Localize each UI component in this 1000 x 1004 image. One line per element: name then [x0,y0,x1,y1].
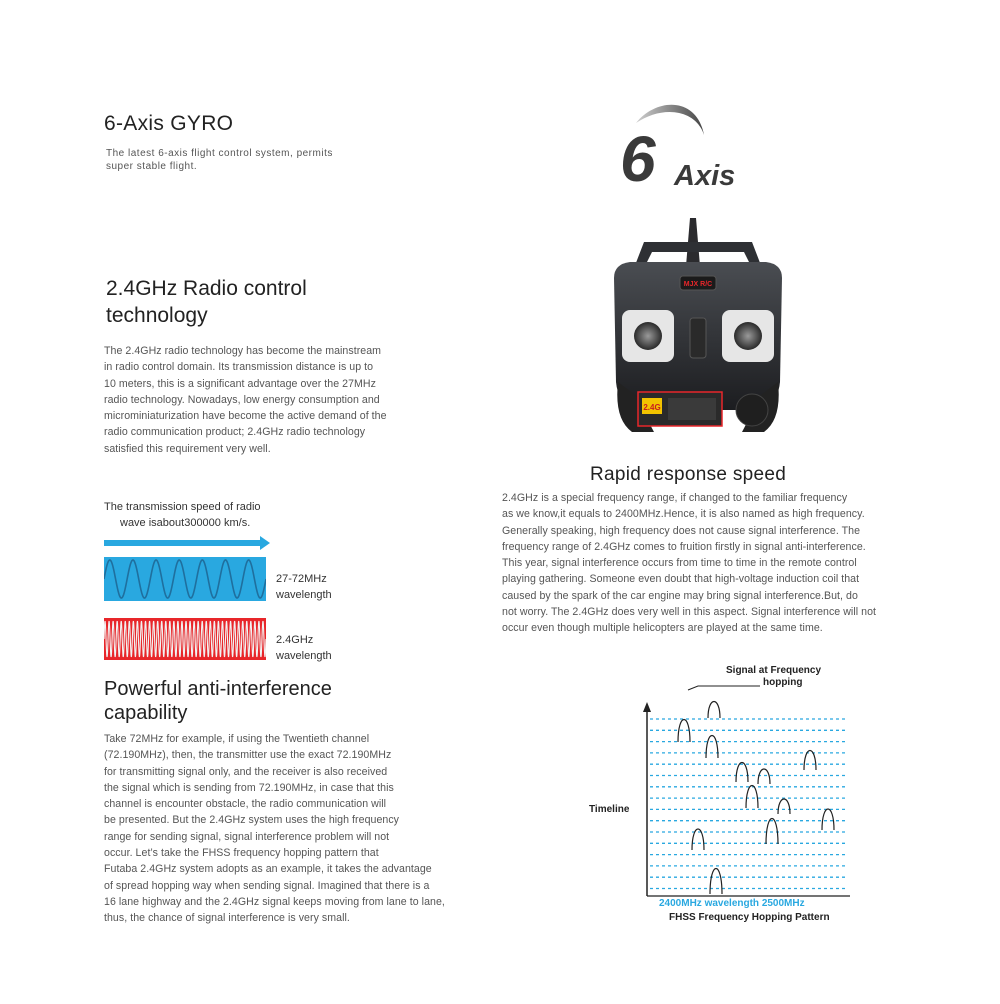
fhss-caption: FHSS Frequency Hopping Pattern [669,912,830,923]
rapid-body-line: 2.4GHz is a special frequency range, if changed to the familiar frequency [502,492,848,504]
transmitter-image [604,214,792,444]
hop-pulse [822,809,834,830]
hop-pulse [710,869,722,895]
radio-body-line: microminiaturization have become the active demand of the [104,410,387,423]
red-wave-box [104,618,266,660]
rapid-body-line: occur even though multiple helicopters are played at the same time. [502,622,823,635]
radio-title-line: technology [106,304,208,327]
red-wave-label [276,632,332,664]
rapid-body-line: caused by the spark of the car engine may bring signal interference.But, do [502,589,858,602]
rapid-body [502,490,932,637]
anti-body-line: the signal which is sending from 72.190MHz, in case that this [104,781,394,794]
radio-title [106,275,307,329]
radio-body-line: 10 meters, this is a significant advantage over the 27MHz [104,377,376,390]
anti-body-line: thus, the chance of signal interference is very small. [104,912,350,925]
band-text: 2.4G [643,403,661,412]
rapid-title: Rapid response speed [590,464,787,485]
blue-wave-label-line: 27-72MHz [276,573,327,585]
anti-body-line: range for sending signal, signal interference problem will not [104,830,390,843]
direction-arrow [104,536,270,550]
hop-pulse [736,763,748,783]
red-wave-graphic [104,618,266,660]
rapid-body-line: frequency range of 2.4GHz comes to fruition firstly in signal anti-interference. [502,540,866,553]
radio-body [104,343,464,457]
anti-body-line: for transmitting signal only, and the receiver is also received [104,765,388,778]
blue-wave-graphic [104,557,266,601]
frequency-axis-label: 2400MHz wavelength 2500MHz [659,898,805,909]
rapid-body-line: as we know,it equals to 2400MHz.Hence, it is also named as high frequency. [502,508,865,521]
anti-title [104,677,332,725]
anti-body-line: be presented. But the 2.4GHz system uses the high frequency [104,814,400,827]
fhss-diagram [580,658,880,928]
hop-pulse [708,702,720,719]
brand-text: MJX R/C [683,281,713,288]
six-axis-logo [612,95,762,195]
anti-title-line: Powerful anti-interference [104,678,332,700]
left-stick [634,322,662,350]
red-wave-label-line: 2.4GHz [276,634,314,646]
six-axis-logo-graphic [612,95,762,195]
wave-caption [104,499,261,531]
signal-label: hopping [763,677,803,688]
logo-word: Axis [674,160,736,192]
rapid-body-line: not worry. The 2.4GHz does very well in this aspect. Signal interference will not [502,606,877,619]
hop-pulses [678,702,834,895]
radio-body-line: radio technology. Nowadays, low energy consumption and [104,393,380,406]
fhss-diagram-graphic [580,658,880,928]
anti-title-line: capability [104,702,188,724]
gyro-subtitle-line: The latest 6-axis flight control system, permits [106,148,333,159]
power-knob [736,394,768,426]
signal-pointer [688,686,760,690]
red-wave-line [104,621,266,657]
signal-label: Signal at Frequency [726,665,822,676]
transmitter-graphic [604,214,792,444]
wave-caption-line: The transmission speed of radio [104,501,261,513]
arrow-shaft [104,540,260,546]
radio-body-line: satisfied this requirement very well. [104,442,271,455]
rapid-body-line: This year, signal interference occurs from time to time in the remote control [502,557,857,570]
hop-pulse [778,799,790,814]
gyro-title: 6-Axis GYRO [104,112,234,135]
gyro-subtitle [106,147,333,173]
red-wave-label-line: wavelength [276,650,332,662]
anti-body-line: Futaba 2.4GHz system adopts as an example, it takes the advantage [104,863,432,876]
lane-grid [650,719,848,889]
time-axis-arrowhead [643,702,651,712]
trim-panel [668,398,716,420]
hop-pulse [766,819,778,845]
radio-body-line: in radio control domain. Its transmission distance is up to [104,361,374,374]
logo-digit: 6 [620,123,656,195]
anti-body-line: channel is encounter obstacle, the radio communication will [104,798,387,811]
blue-wave-label-line: wavelength [276,589,332,601]
rapid-body-line: Generally speaking, high frequency does not cause signal interference. The [502,524,861,537]
direction-arrow-graphic [104,536,270,550]
radio-title-line: 2.4GHz Radio control [106,277,307,300]
timeline-label: Timeline [589,804,630,815]
anti-body-line: 16 lane highway and the 2.4GHz signal keeps moving from lane to lane, [104,895,445,908]
anti-body-line: Take 72MHz for example, if using the Twentieth channel [104,733,370,745]
arrow-head [260,536,270,550]
radio-body-line: radio communication product; 2.4GHz radio technology [104,426,366,439]
gyro-subtitle-line: super stable flight. [106,161,198,172]
anti-body-line: occur. Let’s take the FHSS frequency hopping pattern that [104,847,379,860]
hop-pulse [706,736,718,759]
hop-pulse [758,769,770,784]
hop-pulse [746,786,758,809]
anti-body [104,731,504,927]
wave-caption-line: wave isabout300000 km/s. [120,517,251,529]
anti-body-line: (72.190MHz), then, the transmitter use the exact 72.190MHz [104,749,392,762]
center-switch [690,318,706,358]
blue-wave-label [276,571,332,603]
right-stick [734,322,762,350]
radio-body-line: The 2.4GHz radio technology has become the mainstream [104,345,382,357]
anti-body-line: of spread hopping way when sending signal. Imagined that there is a [104,879,430,892]
blue-wave-box [104,557,266,601]
rapid-body-line: playing gathering. Someone even doubt that high-voltage induction coil that [502,573,860,586]
